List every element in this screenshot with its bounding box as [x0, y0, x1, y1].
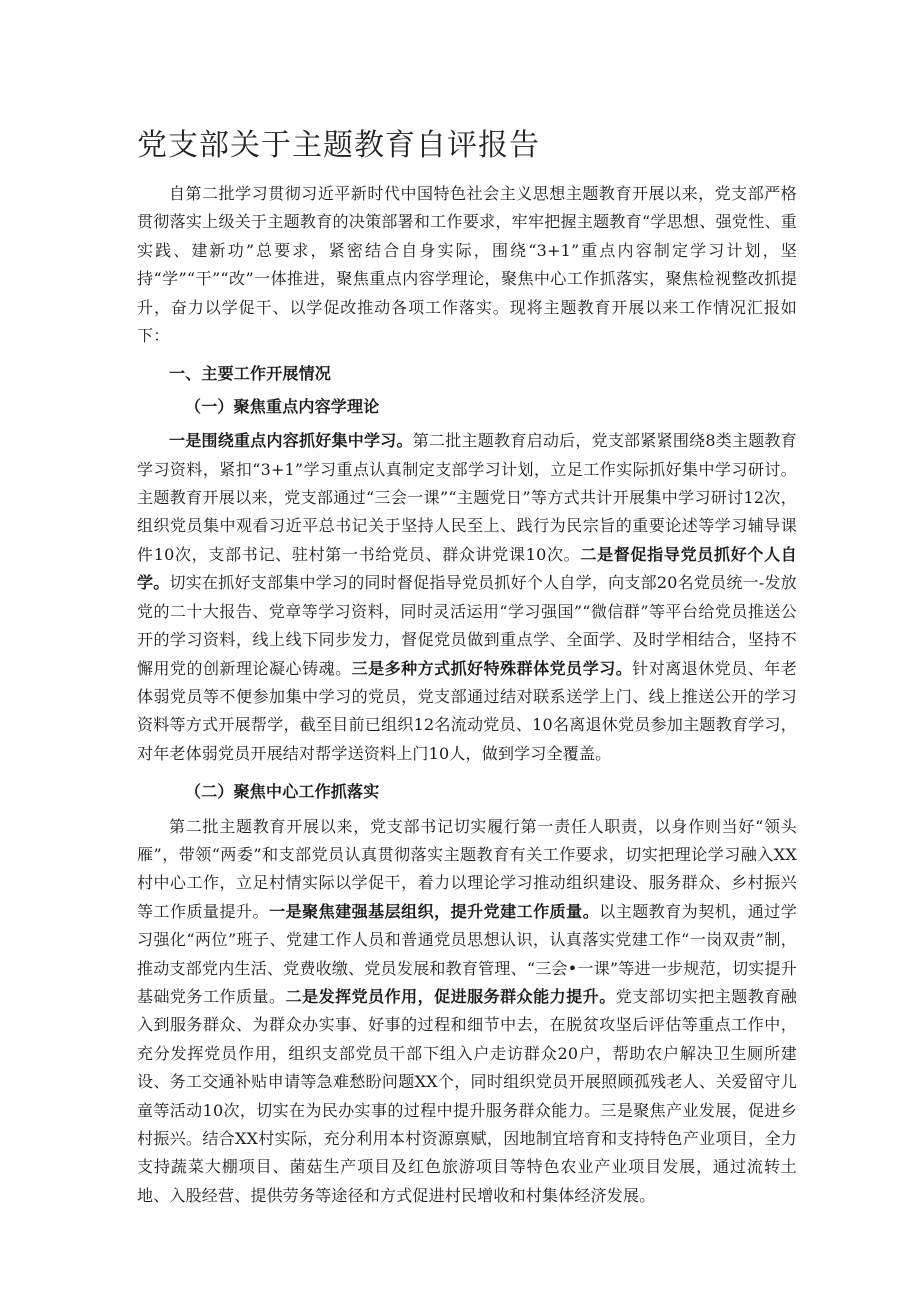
intro-paragraph: 自第二批学习贯彻习近平新时代中国特色社会主义思想主题教育开展以来，党支部严格贯彻落实上级关于主题教育的决策部署和工作要求，牢牢把握主题教育“学思想、强党性、重实践、建新功”总要求，紧密结合自身实际，围绕“3+1”重点内容制定学习计划，坚持“学”“干”“改”一体推进，聚焦重点内容学理论，聚焦中心工作抓落实，聚焦检视整改抓提升，奋力以学促干、以学促改推动各项工作落实。现将主题教育开展以来工作情况汇报如下： [137, 184, 797, 346]
point-2-lead: 二是督促指导党员抓好个人自学。 [137, 544, 797, 593]
point-2-text: 切实在抓好支部集中学习的同时督促指导党员抓好个人自学，向支部20名党员统一-发放党的二十大报告、党章等学习资料，同时灵活运用“学习强国”“微信群”等平台给党员推送公开的学习资料，线上线下同步发力，督促党员做到重点学、全面学、及时学相结合，坚持不懈用党的创新理论凝心铸魂。 [137, 573, 797, 678]
subsection-heading-2: （二）聚焦中心工作抓落实 [185, 782, 380, 802]
subsection-2-paragraph [137, 813, 797, 1211]
point-1-text: 第二批主题教育启动后，党支部紧紧围绕8类主题教育学习资料，紧扣“3+1”学习重点认真制定支部学习计划，立足工作实际抓好集中学习研讨。主题教育开展以来，党支部通过“三会一课”“主题党日”等方式共计开展集中学习研讨12次，组织党员集中观看习近平总书记关于坚持人民至上、践行为民宗旨的重要论述等学习辅导课件10次，支部书记、驻村第一书给党员、群众讲党课10次。 [137, 431, 797, 564]
section-heading-1: 一、主要工作开展情况 [169, 364, 332, 384]
sub2-text-3: 党支部切实把主题教育融入到服务群众、为群众办实事、好事的过程和细节中去，在脱贫攻坚后评估等重点工作中，充分发挥党员作用，组织支部党员干部下组入户走访群众20户，帮助农户解决卫生厕所建设、务工交通补贴申请等急难愁盼问题XX个，同时组织党员开展照顾孤残老人、关爱留守儿童等活动10次，切实在为民办实事的过程中提升服务群众能力。三是聚焦产业发展，促进乡村振兴。结合XX村实际，充分利用本村资源禀赋，因地制宜培育和支持特色产业项目，全力支持蔬菜大棚项目、菌菇生产项目及红色旅游项目等特色农业产业项目发展，通过流转土地、入股经营、提供劳务等途径和方式促进村民增收和村集体经济发展。 [137, 986, 797, 1205]
point-3-text: 针对离退休党员、年老体弱党员等不便参加集中学习的党员，党支部通过结对联系送学上门、线上推送公开的学习资料等方式开展帮学，截至目前已组织12名流动党员、10名离退休党员参加主题教育学习，对年老体弱党员开展结对帮学送资料上门10人，做到学习全覆盖。 [137, 658, 797, 763]
sub2-point-2-lead: 二是发挥党员作用，促进服务群众能力提升。 [285, 986, 616, 1006]
subsection-1-paragraph [137, 427, 797, 768]
document-page [137, 126, 797, 1210]
sub2-text-1: 第二批主题教育开展以来，党支部书记切实履行第一责任人职责，以身作则当好“领头雁”，带领“两委”和支部党员认真贯彻落实主题教育有关工作要求，切实把理论学习融入XX村中心工作，立足村情实际以学促干，着力以理论学习推动组织建设、服务群众、乡村振兴等工作质量提升。 [137, 816, 797, 921]
sub2-point-1-lead: 一是聚焦建强基层组织，提升党建工作质量。 [269, 901, 600, 921]
point-1-lead: 一是围绕重点内容抓好集中学习。 [169, 431, 413, 451]
sub2-text-2: 以主题教育为契机，通过学习强化“两位”班子、党建工作人员和普通党员思想认识，认真落实党建工作“一岗双责”制，推动支部党内生活、党费收缴、党员发展和教育管理、“三会•一课”等进一步规范，切实提升基础党务工作质量。 [137, 901, 797, 1006]
point-3-lead: 三是多种方式抓好特殊群体党员学习。 [351, 658, 633, 678]
subsection-heading-1: （一）聚焦重点内容学理论 [185, 396, 380, 416]
document-title: 党支部关于主题教育自评报告 [137, 128, 540, 163]
